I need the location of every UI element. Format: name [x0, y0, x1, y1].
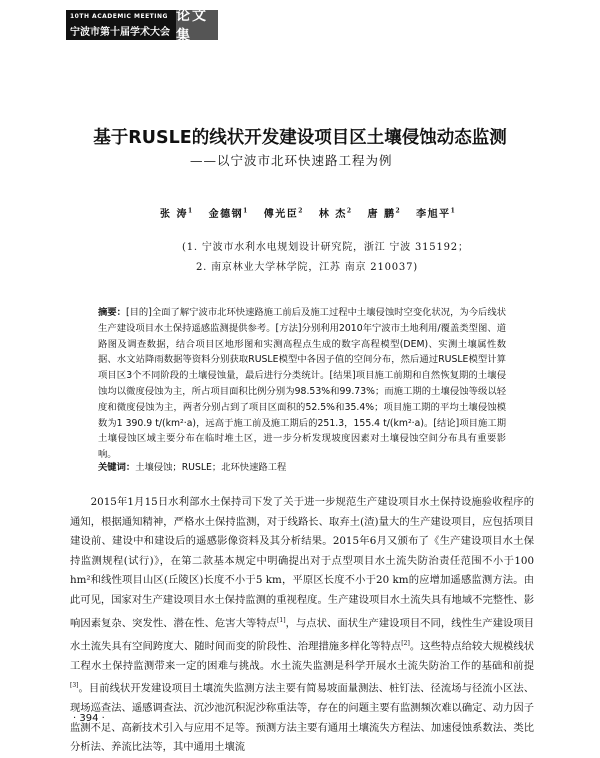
author: 李旭平$^1$ [416, 207, 457, 220]
affiliation-2: 2. 南京林业大学林学院，江苏 南京 210037) [196, 262, 418, 273]
banner-dark-block [66, 10, 176, 40]
author: 张 涛$^1$ [160, 207, 194, 220]
paper-subtitle: ——以宁波市北环快速路工程为例 [190, 153, 393, 168]
banner-english: 10TH ACADEMIC MEETING [70, 13, 168, 20]
author: 林 杰$^2$ [318, 207, 353, 220]
citation[interactable]: [2] [401, 639, 410, 647]
abstract [98, 305, 506, 463]
author: 傅光臣$^2$ [263, 207, 304, 220]
author: 唐 鹏$^2$ [367, 207, 402, 220]
citation[interactable]: [1] [277, 616, 286, 624]
banner-chinese: 宁波市第十届学术大会 [70, 27, 170, 38]
body-paragraph: 2015年1月15日水利部水土保持司下发了关于进一步规范生产建设项目水土保持设施验收程序的通知，根据通知精神，严格水土保持监测，对于线路长、取弃土(渣)量大的生产建设项目，应包括项目建设前、建设中和建设后的遥感影像资料及其分析结果。2015年6月又颁布了《生产建设项目水土保持监测规程(试行)》，在第二款基本规定中明确提出对于点型项目水土流失防治责任范围不小于100 hm²和线性项目山区(丘陵区)长度不小于5 km，平原区长度不小于20 km的应增加遥感监测方法。由此可见，国家对生产建设项目水土保持监测的重视程度。生产建设项目水土流失具有地域不完整性、影响因素复杂、突发性、潜在性、危害大等特点[1]，与点状、面状生产建设项目不同，线性生产建设项目水土流失具有空间跨度大、随时间而变的阶段性、治理措施多样化等特点[2]。这些特点给较大规模线状工程水土保持监测带来一定的困难与挑战。水土流失监测是科学开展水土流失防治工作的基础和前提[3]。目前线状开发建设项目土壤流失监测方法主要有简易坡面量测法、桩钉法、径流场与径流小区法、现场巡查法、遥感调查法、沉沙池沉积泥沙称重法等，存在的问题主要有监测频次难以确定、动力因子监测不足、高新技术引入与应用不足等。预测方法主要有通用土壤流失方程法、加速侵蚀系数法、类比分析法、养流比法等，其中通用土壤流 [70, 496, 535, 754]
author-list [160, 205, 456, 220]
page-number: · 394 · [73, 713, 105, 724]
abstract-label: 摘要： [98, 307, 126, 318]
author: 金德钢$^1$ [208, 207, 249, 220]
paper-title: 基于RUSLE的线状开发建设项目区土壤侵蚀动态监测 [93, 128, 507, 148]
keywords [98, 459, 506, 473]
keywords-label: 关键词： [98, 462, 136, 473]
keywords-text: 土壤侵蚀；RUSLE；北环快速路工程 [135, 462, 287, 473]
banner-tag: 论文集 [176, 10, 218, 40]
affiliation-1: (1. 宁波市水利水电规划设计研究院，浙江 宁波 315192； [182, 242, 469, 253]
citation[interactable]: [3] [70, 682, 79, 690]
conference-banner [66, 8, 218, 44]
abstract-text: [目的]全面了解宁波市北环快速路施工前后及施工过程中土壤侵蚀时空变化状况，为今后线状生产建设项目水土保持遥感监测提供参考。[方法]分别利用2010年宁波市土地利用/覆盖类型图、道路图及调查数据，结合项目区地形图和实测高程点生成的数字高程模型(DEM)、实测土壤属性数据、水文站降雨数据等资料分别获取RUSLE模型中各因子值的空间分布，然后通过RUSLE模型计算项目区3个不同阶段的土壤侵蚀量，最后进行分类统计。[结果]项目施工前期和自然恢复期的土壤侵蚀均以微度侵蚀为主，所占项目面积比例分别为98.53%和99.73%；而施工期的土壤侵蚀等级以轻度和微度侵蚀为主，两者分别占到了项目区面积的52.5%和35.4%；项目施工期的平均土壤侵蚀模数为1 390.9 t/(km²·a)，远高于施工前及施工期后的251.3，155.4 t/(km²·a)。[结论]项目施工期土壤侵蚀区域主要分布在临时堆土区，进一步分析发现坡度因素对土壤侵蚀空间分布具有重要影响。 [98, 307, 506, 461]
